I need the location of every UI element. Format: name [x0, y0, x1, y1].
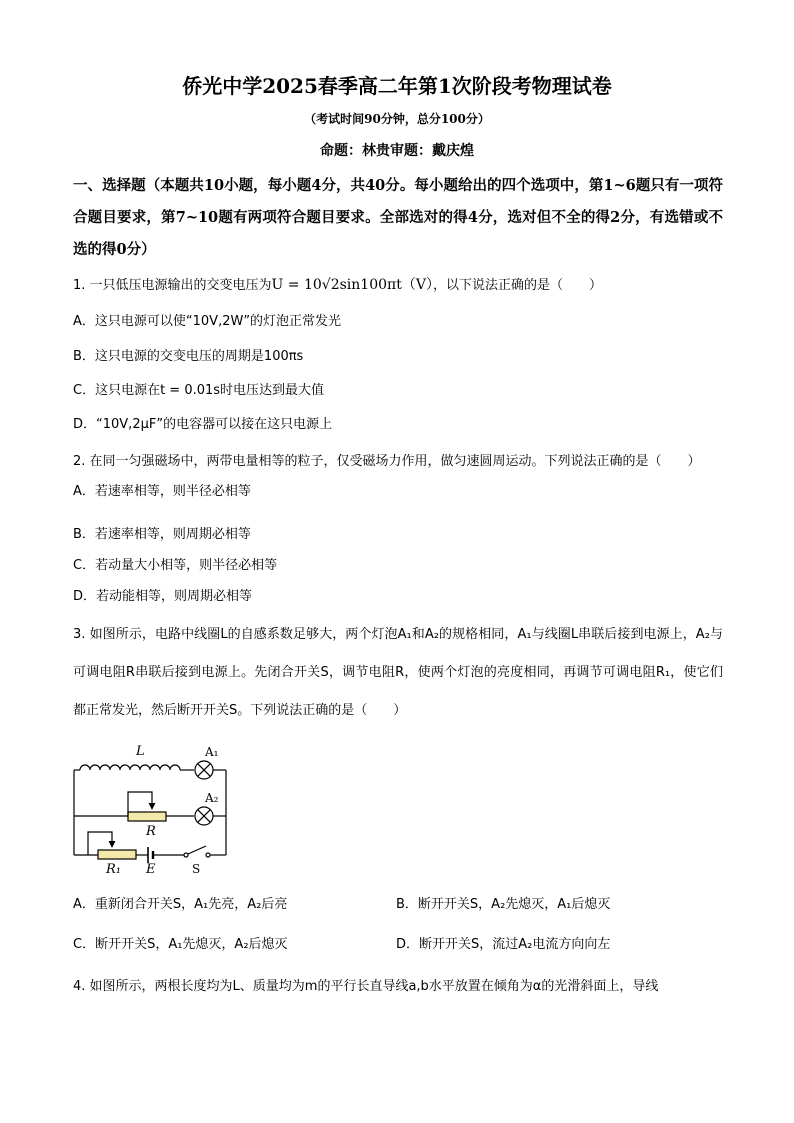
- label-s: S: [192, 862, 201, 875]
- circuit-diagram: [66, 740, 236, 875]
- q3-option-d: D．断开开关S，流过A₂电流方向向左: [396, 937, 611, 952]
- q3-option-a: A．重新闭合开关S，A₁先亮，A₂后亮: [73, 897, 288, 912]
- q4-stem: 4. 如图所示，两根长度均为L、质量均为m的平行长直导线a,b水平放置在倾角为α的光滑斜面上，导线: [73, 979, 659, 994]
- label-r1: R₁: [106, 862, 121, 875]
- rheostat-r1-icon: [98, 850, 136, 859]
- switch-s-icon: [188, 846, 206, 854]
- label-a1: A₁: [205, 745, 219, 759]
- q2-option-b: B．若速率相等，则周期必相等: [73, 527, 251, 542]
- q1-stem-pre: 1. 一只低压电源输出的交变电压为: [73, 278, 272, 293]
- q1-option-a: A．这只电源可以使“10V,2W”的灯泡正常发光: [73, 314, 342, 329]
- q3-option-c: C．断开开关S，A₁先熄灭，A₂后熄灭: [73, 937, 288, 952]
- section-heading: 一、选择题（本题共10小题，每小题4分，共40分。每小题给出的四个选项中，第1~6题只有一项符合题目要求，第7~10题有两项符合题目要求。全部选对的得4分，选对但不全的得2分，有选错或不选的得0分）: [73, 177, 723, 258]
- label-a2: A₂: [205, 791, 219, 805]
- exam-info: （考试时间90分钟，总分100分）: [304, 112, 490, 126]
- q2-option-d: D．若动能相等，则周期必相等: [73, 589, 253, 604]
- q2-stem: 2. 在同一匀强磁场中，两带电量相等的粒子，仅受磁场力作用，做匀速圆周运动。下列说法正确的是（ ）: [73, 454, 701, 469]
- q2-option-a: A．若速率相等，则半径必相等: [73, 484, 251, 499]
- label-e: E: [146, 862, 156, 875]
- authors: 命题：林贵审题：戴庆煌: [320, 143, 474, 159]
- label-l: L: [136, 744, 145, 759]
- q3-option-b: B．断开开关S，A₂先熄灭，A₁后熄灭: [396, 897, 611, 912]
- label-r: R: [146, 824, 156, 839]
- q2-option-c: C．若动量大小相等，则半径必相等: [73, 558, 278, 573]
- q1-stem-post: ，以下说法正确的是（ ）: [432, 278, 602, 293]
- q3-stem: 3. 如图所示，电路中线圈L的自感系数足够大，两个灯泡A₁和A₂的规格相同，A₁与线圈L串联后接到电源上，A₂与可调电阻R串联后接到电源上。先闭合开关S，调节电阻R，使两个灯泡的亮度相同，再调节可调电阻R₁，使它们都正常发光，然后断开开关S。下列说法正确的是（ ）: [73, 627, 723, 718]
- q1-formula: U = 10√2sin100πt（V）: [271, 277, 433, 293]
- q1-option-d: D．“10V,2μF”的电容器可以接在这只电源上: [73, 417, 333, 432]
- q1-stem: [73, 275, 602, 296]
- q1-option-b: B．这只电源的交变电压的周期是100πs: [73, 349, 304, 364]
- q1-option-c: C．这只电源在t = 0.01s时电压达到最大值: [73, 383, 325, 398]
- rheostat-r-icon: [128, 812, 166, 821]
- page-title: 侨光中学2025春季高二年第1次阶段考物理试卷: [182, 74, 612, 98]
